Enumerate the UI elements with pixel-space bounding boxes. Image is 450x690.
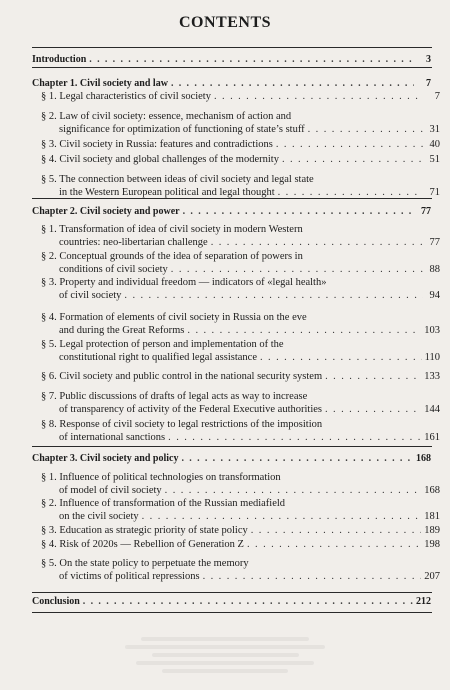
toc-entry-text: § 4. Formation of elements of civil society in Russia on the eve bbox=[41, 312, 307, 323]
dot-leader bbox=[165, 484, 422, 497]
dot-leader bbox=[171, 77, 414, 90]
dot-leader bbox=[124, 289, 423, 302]
toc-entry-line bbox=[41, 557, 440, 570]
toc-entry-line bbox=[41, 223, 440, 236]
dot-leader bbox=[282, 153, 423, 166]
toc-entry-line bbox=[41, 250, 440, 263]
toc-entry-line bbox=[41, 236, 440, 249]
toc-entry-text: § 3. Education as strategic priority of state policy bbox=[41, 525, 248, 536]
toc-entry-line bbox=[41, 276, 440, 289]
toc-entry-line bbox=[41, 90, 440, 103]
page-number: 88 bbox=[429, 264, 440, 275]
toc-entry-text: Chapter 3. Civil society and policy bbox=[32, 453, 179, 464]
toc-entry-text: Chapter 2. Civil society and power bbox=[32, 206, 180, 217]
toc-entry-line bbox=[41, 173, 440, 186]
divider-rule bbox=[32, 446, 432, 447]
toc-entry-line bbox=[41, 524, 440, 537]
dot-leader bbox=[168, 431, 421, 444]
dot-leader bbox=[308, 123, 423, 136]
page-number: 168 bbox=[424, 485, 440, 496]
toc-section-entry[interactable] bbox=[32, 338, 440, 364]
dot-leader bbox=[183, 205, 414, 218]
toc-section-entry[interactable] bbox=[32, 538, 440, 551]
dot-leader bbox=[203, 570, 422, 583]
toc-entry-text: Conclusion bbox=[32, 596, 80, 607]
toc-entry-line bbox=[41, 123, 440, 136]
toc-entry-text: of international sanctions bbox=[59, 432, 166, 443]
toc-entry-text: of victims of political repressions bbox=[59, 571, 200, 582]
toc-entry-text: Introduction bbox=[32, 54, 87, 65]
toc-entry-text: conditions of civil society bbox=[59, 264, 168, 275]
toc-entry-text: Chapter 1. Civil society and law bbox=[32, 78, 168, 89]
toc-section-entry[interactable] bbox=[32, 557, 440, 583]
toc-entry-line bbox=[41, 110, 440, 123]
toc-section-entry[interactable] bbox=[32, 173, 440, 199]
page-number: 71 bbox=[429, 187, 440, 198]
page-number: 110 bbox=[424, 352, 440, 363]
page-number: 207 bbox=[424, 571, 440, 582]
dot-leader bbox=[142, 510, 422, 523]
toc-chapter-entry[interactable] bbox=[32, 53, 431, 66]
toc-section-entry[interactable] bbox=[32, 250, 440, 276]
toc-chapter-entry[interactable] bbox=[32, 205, 431, 218]
dot-leader bbox=[181, 452, 413, 465]
page-number: 144 bbox=[424, 404, 440, 415]
toc-entry-text: of civil society bbox=[59, 290, 122, 301]
toc-entry-text: § 2. Conceptual grounds of the idea of separation of powers in bbox=[41, 251, 303, 262]
toc-entry-text: § 4. Civil society and global challenges of the modernity bbox=[41, 154, 279, 165]
toc-section-entry[interactable] bbox=[32, 110, 440, 136]
toc-entry-line bbox=[41, 538, 440, 551]
toc-entry-text: § 2. Law of civil society: essence, mechanism of action and bbox=[41, 111, 292, 122]
divider-rule bbox=[32, 612, 432, 613]
toc-entry-text: countries: neo-libertarian challenge bbox=[59, 237, 208, 248]
toc-entry-text: of model of civil society bbox=[59, 485, 162, 496]
toc-entry-text: and during the Great Reforms bbox=[59, 325, 185, 336]
page-number: 168 bbox=[416, 453, 431, 464]
toc-entry-text: § 7. Public discussions of drafts of legal acts as way to increase bbox=[41, 391, 308, 402]
toc-entry-line bbox=[41, 510, 440, 523]
faint-imprint bbox=[120, 633, 330, 683]
toc-entry-text: significance for optimization of functioning of state’s stuff bbox=[59, 124, 305, 135]
divider-rule bbox=[32, 198, 432, 199]
toc-entry-line bbox=[41, 484, 440, 497]
toc-entry-line bbox=[32, 205, 431, 218]
page-number: 181 bbox=[424, 511, 440, 522]
dot-leader bbox=[325, 403, 421, 416]
page-number: 77 bbox=[421, 206, 431, 217]
toc-chapter-entry[interactable] bbox=[32, 452, 431, 465]
toc-entry-line bbox=[32, 452, 431, 465]
toc-entry-line bbox=[41, 403, 440, 416]
dot-leader bbox=[83, 595, 413, 608]
toc-entry-line bbox=[41, 289, 440, 302]
toc-chapter-entry[interactable] bbox=[32, 77, 431, 90]
dot-leader bbox=[89, 53, 414, 66]
toc-entry-text: § 4. Risk of 2020s — Rebellion of Generation Z bbox=[41, 539, 244, 550]
toc-entry-text: § 8. Response of civil society to legal restrictions of the imposition bbox=[41, 419, 323, 430]
dot-leader bbox=[214, 90, 423, 103]
toc-entry-line bbox=[41, 263, 440, 276]
toc-entry-line bbox=[41, 138, 440, 151]
page-number: 31 bbox=[429, 124, 440, 135]
toc-section-entry[interactable] bbox=[32, 524, 440, 537]
toc-entry-line bbox=[32, 595, 431, 608]
toc-section-entry[interactable] bbox=[32, 153, 440, 166]
dot-leader bbox=[251, 524, 422, 537]
toc-entry-text: § 5. Legal protection of person and implementation of the bbox=[41, 339, 284, 350]
page-number: 7 bbox=[434, 91, 440, 102]
toc-entry-line bbox=[41, 497, 440, 510]
page-number: 40 bbox=[429, 139, 440, 150]
dot-leader bbox=[171, 263, 423, 276]
page-number: 189 bbox=[424, 525, 440, 536]
toc-entry-text: § 1. Legal characteristics of civil society bbox=[41, 91, 211, 102]
toc-section-entry[interactable] bbox=[32, 276, 440, 302]
toc-entry-line bbox=[41, 324, 440, 337]
dot-leader bbox=[211, 236, 423, 249]
dot-leader bbox=[325, 370, 421, 383]
toc-section-entry[interactable] bbox=[32, 90, 440, 103]
dot-leader bbox=[187, 324, 421, 337]
page-number: 7 bbox=[426, 78, 431, 89]
toc-entry-line bbox=[41, 431, 440, 444]
toc-entry-line bbox=[41, 153, 440, 166]
toc-entry-text: on the civil society bbox=[59, 511, 139, 522]
toc-section-entry[interactable] bbox=[32, 390, 440, 416]
page-number: 161 bbox=[424, 432, 440, 443]
page-number: 77 bbox=[429, 237, 440, 248]
toc-entry-text: of transparency of activity of the Federal Executive authorities bbox=[59, 404, 322, 415]
dot-leader bbox=[260, 351, 422, 364]
toc-entry-text: constitutional right to qualified legal assistance bbox=[59, 352, 257, 363]
page-number: 198 bbox=[424, 539, 440, 550]
toc-entry-text: § 3. Property and individual freedom — indicators of «legal health» bbox=[41, 277, 327, 288]
toc-entry-line bbox=[41, 311, 440, 324]
toc-section-entry[interactable] bbox=[32, 471, 440, 497]
toc-entry-text: § 3. Civil society in Russia: features and contradictions bbox=[41, 139, 273, 150]
toc-entry-line bbox=[41, 418, 440, 431]
toc-chapter-entry[interactable] bbox=[32, 595, 431, 608]
toc-entry-text: in the Western European political and legal thought bbox=[59, 187, 275, 198]
toc-entry-line bbox=[32, 77, 431, 90]
toc-entry-text: § 5. On the state policy to perpetuate the memory bbox=[41, 558, 249, 569]
page-number: 3 bbox=[426, 54, 431, 65]
toc-entry-text: § 2. Influence of transformation of the Russian mediafield bbox=[41, 498, 286, 509]
page-number: 51 bbox=[429, 154, 440, 165]
dot-leader bbox=[247, 538, 421, 551]
toc-entry-line bbox=[41, 390, 440, 403]
toc-section-entry[interactable] bbox=[32, 418, 440, 444]
toc-entry-text: § 5. The connection between ideas of civil society and legal state bbox=[41, 174, 314, 185]
toc-section-entry[interactable] bbox=[32, 497, 440, 523]
page-number: 94 bbox=[429, 290, 440, 301]
page-number: 133 bbox=[424, 371, 440, 382]
toc-entry-text: § 1. Transformation of idea of civil society in modern Western bbox=[41, 224, 303, 235]
toc-entry-line bbox=[41, 370, 440, 383]
toc-entry-text: § 1. Influence of political technologies on transformation bbox=[41, 472, 281, 483]
toc-section-entry[interactable] bbox=[32, 223, 440, 249]
toc-entry-line bbox=[41, 471, 440, 484]
page-title: CONTENTS bbox=[178, 14, 272, 31]
toc-section-entry[interactable] bbox=[32, 138, 440, 151]
toc-section-entry[interactable] bbox=[32, 370, 440, 383]
toc-section-entry[interactable] bbox=[32, 311, 440, 337]
divider-rule bbox=[32, 592, 432, 593]
divider-rule bbox=[32, 67, 432, 68]
toc-entry-line bbox=[41, 351, 440, 364]
divider-rule bbox=[32, 47, 432, 48]
page-number: 103 bbox=[424, 325, 440, 336]
toc-entry-line bbox=[41, 338, 440, 351]
toc-entry-text: § 6. Civil society and public control in the national security system bbox=[41, 371, 323, 382]
toc-entry-line bbox=[32, 53, 431, 66]
toc-entry-line bbox=[41, 570, 440, 583]
page-number: 212 bbox=[416, 596, 431, 607]
dot-leader bbox=[276, 138, 423, 151]
